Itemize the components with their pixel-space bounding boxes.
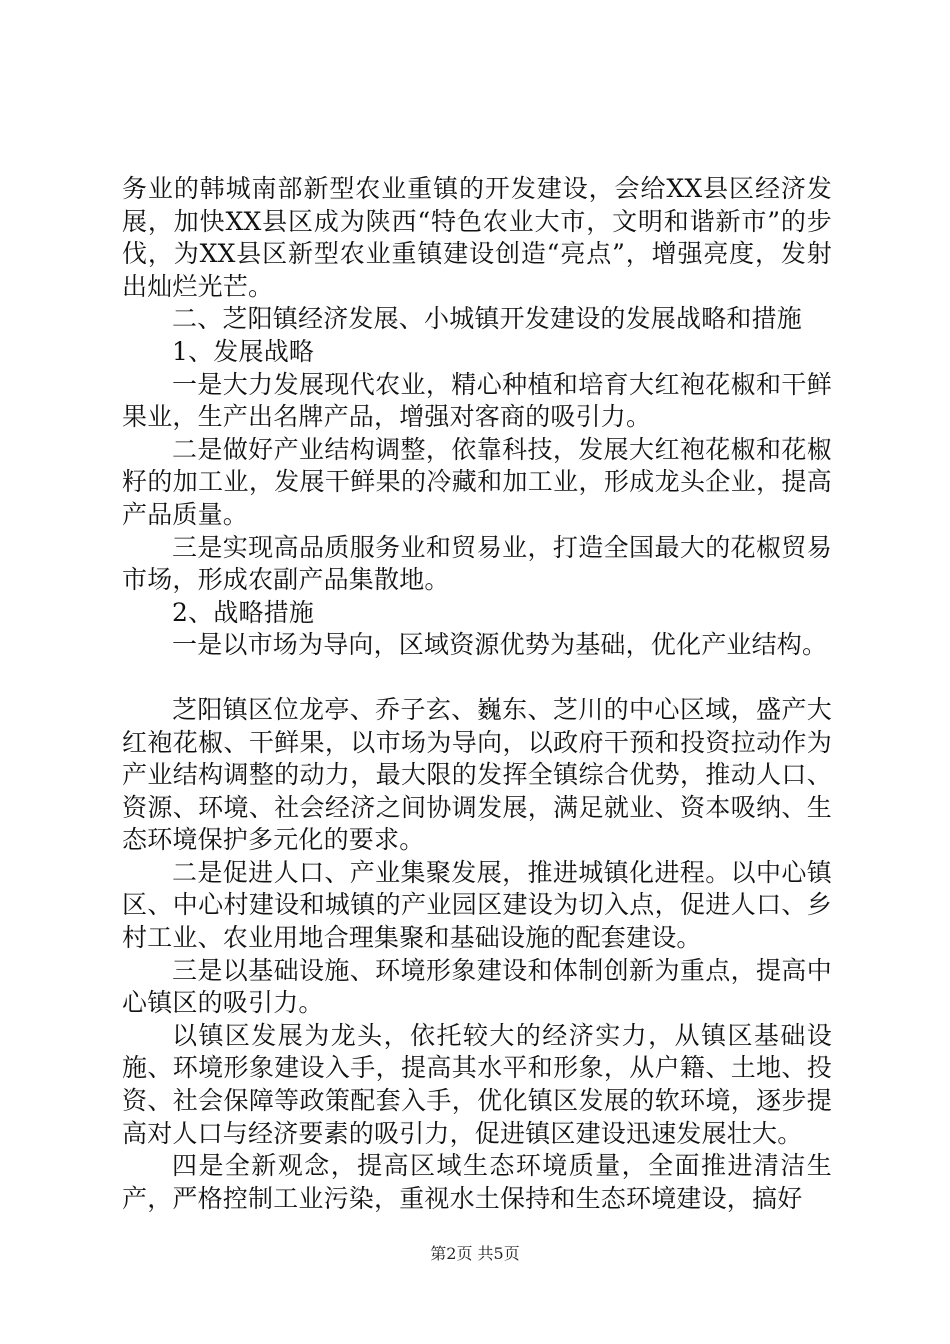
page-footer: 第2页 共5页 (430, 1244, 520, 1263)
paragraph-measure-1-detail: 芝阳镇区位龙亭、乔子玄、巍东、芝川的中心区域，盛产大红袍花椒、干鲜果，以市场为导向，以政府干预和投资拉动作为产业结构调整的动力，最大限的发挥全镇综合优势，推动人口、资源、环境、社会经济之间协调发展，满足就业、资本吸纳、生态环境保护多元化的要求。 (122, 694, 832, 855)
paragraph-measure-1: 一是以市场为导向，区域资源优势为基础，优化产业结构。 (172, 630, 828, 660)
paragraph-measure-2: 二是促进人口、产业集聚发展，推进城镇化进程。以中心镇区、中心村建设和城镇的产业园区建设为切入点，促进人口、乡村工业、农业用地合理集聚和基础设施的配套建设。 (122, 857, 832, 953)
subheading-development-strategy: 1、发展战略 (172, 336, 315, 366)
section-heading-strategy-measures: 二、芝阳镇经济发展、小城镇开发建设的发展战略和措施 (172, 304, 803, 334)
paragraph-measure-4: 四是全新观念，提高区域生态环境质量，全面推进清洁生产，严格控制工业污染，重视水土保持和生态环境建设，搞好 (122, 1151, 832, 1213)
paragraph-strategy-2: 二是做好产业结构调整，依靠科技，发展大红袍花椒和花椒籽的加工业，发展干鲜果的冷藏和加工业，形成龙头企业，提高产品质量。 (122, 434, 832, 529)
document-body (122, 173, 832, 1215)
subheading-strategic-measures: 2、战略措施 (172, 597, 315, 627)
paragraph-measure-3: 三是以基础设施、环境形象建设和体制创新为重点，提高中心镇区的吸引力。 (122, 955, 832, 1018)
paragraph-measure-3-detail: 以镇区发展为龙头，依托较大的经济实力，从镇区基础设施、环境形象建设入手，提高其水平和形象，从户籍、土地、投资、社会保障等政策配套入手，优化镇区发展的软环境，逐步提高对人口与经济要素的吸引力，促进镇区建设迅速发展壮大。 (122, 1020, 832, 1148)
paragraph-strategy-3: 三是实现高品质服务业和贸易业，打造全国最大的花椒贸易市场，形成农副产品集散地。 (122, 532, 832, 595)
paragraph-continuation: 务业的韩城南部新型农业重镇的开发建设，会给XX县区经济发展，加快XX县区成为陕西“特色农业大市，文明和谐新市”的步伐，为XX县区新型农业重镇建设创造“亮点”，增强亮度，发射出灿烂光芒。 (122, 174, 832, 301)
paragraph-strategy-1: 一是大力发展现代农业，精心种植和培育大红袍花椒和干鲜果业，生产出名牌产品，增强对客商的吸引力。 (122, 369, 832, 432)
